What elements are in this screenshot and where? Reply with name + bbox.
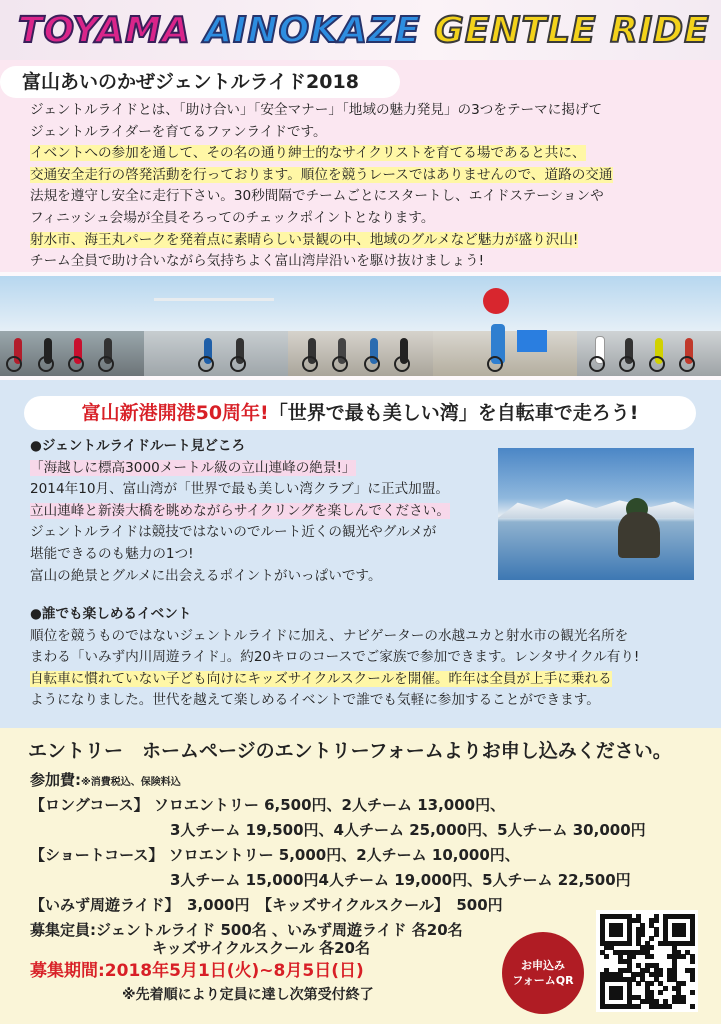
- route-line: 富山の絶景とグルメに出会えるポイントがいっぱいです。: [30, 567, 382, 584]
- title-ainokaze: AINOKAZE: [204, 10, 421, 51]
- photo-riders-bridge: [577, 276, 721, 376]
- route-line: 「海越しに標高3000メートル級の立山連峰の絶景!」: [30, 459, 356, 476]
- application-form-badge: [502, 932, 584, 1014]
- photo-child-rider: [433, 276, 577, 376]
- qr-module: [604, 954, 609, 959]
- intro-line: イベントへの参加を通して、その名の通り紳士的なサイクリストを育てる場であると共に、: [30, 145, 586, 162]
- route-line: 2014年10月、富山湾が「世界で最も美しい湾クラブ」に正式加盟。: [30, 481, 449, 498]
- event-info: [30, 604, 700, 712]
- qr-module: [690, 959, 695, 964]
- intro-text: [30, 100, 700, 273]
- qr-module: [649, 981, 654, 986]
- qr-module: [690, 990, 695, 995]
- route-line: 立山連峰と新湊大橋を眺めながらサイクリングを楽しんでください。: [30, 502, 450, 519]
- title-gentle-ride: GENTLE RIDE: [434, 10, 710, 51]
- photo-bridge: [144, 276, 288, 376]
- intro-line: 交通安全走行の啓発活動を行っております。順位を競うレースではありませんので、道路の交通: [30, 166, 613, 183]
- bay-ride-text: 「世界で最も美しい湾」を自転車で走ろう!: [268, 402, 639, 424]
- intro-line: チーム全員で助け合いながら気持ちよく富山湾岸沿いを駆け抜けましょう!: [30, 253, 485, 270]
- qr-module: [636, 1004, 641, 1009]
- route-title: ●ジェントルライドルート見どころ: [30, 438, 246, 454]
- capacity-line1: 募集定員:ジェントルライド 500名 、いみず周遊ライド 各20名: [30, 921, 463, 939]
- qr-module: [649, 945, 654, 950]
- intro-line: 法規を遵守し安全に走行下さい。30秒間隔でチームごとにスタートし、エイドステーションや: [30, 188, 604, 205]
- qr-module: [631, 954, 636, 959]
- qr-module: [690, 1004, 695, 1009]
- event-line: まわる「いみず内川周遊ライド」。約20キロのコースでご家族で参加できます。レンタサイクル有り!: [30, 649, 640, 666]
- intro-heading: 富山あいのかぜジェントルライド2018: [0, 66, 400, 98]
- event-title-line: ●誰でも楽しめるイベント: [30, 606, 192, 622]
- first-come-note: ※先着順により定員に達し次第受付終了: [122, 987, 374, 1003]
- qr-module: [658, 972, 663, 977]
- qr-module: [618, 932, 623, 937]
- qr-module: [649, 936, 654, 941]
- qr-module: [649, 954, 654, 959]
- anniversary-text: 富山新港開港50周年!: [81, 402, 269, 424]
- short-course-line1: 【ショートコース】 ソロエントリー 5,000円、2人チーム 10,000円、: [30, 846, 520, 864]
- intro-line: ジェントルライダーを育てるファンライドです。: [30, 123, 327, 140]
- qr-module: [681, 981, 686, 986]
- intro-line: 射水市、海王丸パークを発着点に素晴らしい景観の中、地域のグルメなど魅力が盛り沢山!: [30, 231, 579, 248]
- qr-module: [681, 999, 686, 1004]
- qr-module: [690, 941, 695, 946]
- imizu-kids-fees: 【いみず周遊ライド】 3,000円 【キッズサイクルスクール】 500円: [30, 896, 503, 914]
- application-period: 募集期間:2018年5月1日(火)~8月5日(日): [30, 961, 364, 981]
- event-line: 自転車に慣れていない子ども向けにキッズサイクルスクールを開催。昨年は全員が上手に乗れる: [30, 670, 612, 687]
- fee-note: ※消費税込、保険料込: [81, 777, 181, 788]
- intro-line: フィニッシュ会場が全員そろってのチェックポイントとなります。: [30, 209, 435, 226]
- qr-module: [681, 954, 686, 959]
- fee-label: 参加費:: [30, 771, 81, 789]
- event-line: ようになりました。世代を越えて楽しめるイベントで誰でも気軽に参加することができます。: [30, 692, 600, 709]
- qr-module: [636, 981, 641, 986]
- route-line: ジェントルライドは競技ではないのでルート近くの観光やグルメが: [30, 524, 437, 541]
- photo-riders-group: [0, 276, 144, 376]
- short-course-line2: 3人チーム 15,000円4人チーム 19,000円、5人チーム 22,500円: [170, 871, 631, 889]
- route-highlights: [30, 436, 500, 587]
- long-course-line1: 【ロングコース】 ソロエントリー 6,500円、2人チーム 13,000円、: [30, 796, 506, 814]
- photo-kids-start: [288, 276, 432, 376]
- qr-module: [654, 918, 659, 923]
- event-title: [18, 10, 708, 51]
- qr-module: [667, 1004, 672, 1009]
- application-qr-code[interactable]: [596, 910, 698, 1012]
- qr-module: [690, 977, 695, 982]
- route-line: 堪能できるのも魅力の1つ!: [30, 545, 194, 562]
- qr-module: [618, 995, 623, 1000]
- title-toyama: TOYAMA: [18, 10, 191, 51]
- fee-label-line: [30, 768, 710, 795]
- qr-module: [658, 990, 663, 995]
- qr-module: [681, 932, 686, 937]
- qr-module: [640, 932, 645, 937]
- entry-heading: エントリー ホームページのエントリーフォームよりお申し込みください。: [28, 740, 672, 762]
- qr-badge-line2: フォームQR: [512, 974, 574, 987]
- long-course-line2: 3人チーム 19,500円、4人チーム 25,000円、5人チーム 30,000円: [170, 821, 646, 839]
- capacity-line2: キッズサイクルスクール 各20名: [152, 939, 370, 957]
- qr-badge-line1: お申込み: [521, 959, 565, 972]
- photo-strip: [0, 276, 721, 376]
- event-line: 順位を競うものではないジェントルライドに加え、ナビゲーターの水越ユカと射水市の観光名所を: [30, 627, 629, 644]
- route-heading: [24, 396, 696, 430]
- intro-line: ジェントルライドとは、「助け合い」「安全マナー」「地域の魅力発見」の3つをテーマに掲げて: [30, 102, 603, 118]
- qr-module: [663, 986, 668, 991]
- tateyama-bay-photo: [498, 448, 694, 580]
- qr-module: [654, 932, 659, 937]
- qr-module: [627, 941, 632, 946]
